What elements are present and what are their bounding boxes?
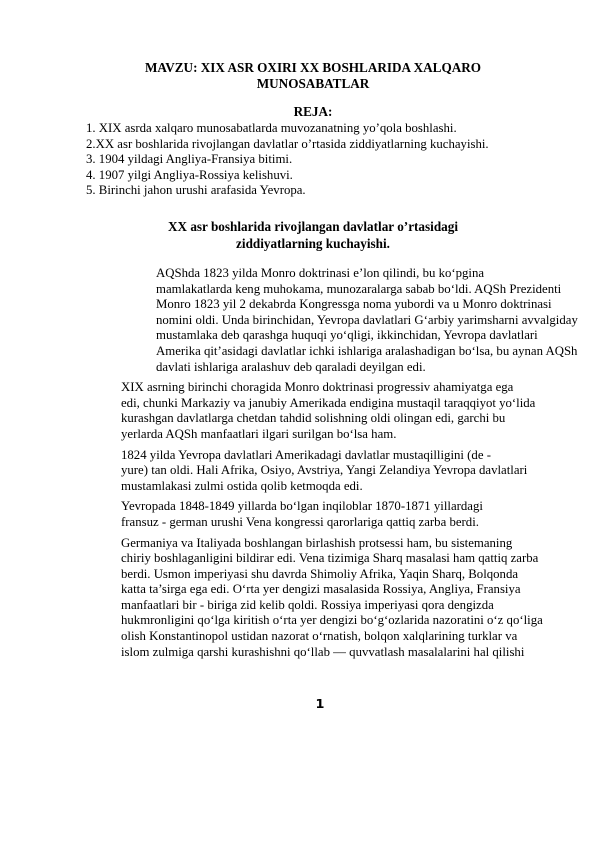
text-line: yerlarda AQSh manfaatlari ilgari surilgan bo‘lsa ham. xyxy=(121,426,397,441)
section-heading-line-1: XX asr boshlarida rivojlangan davlatlar o’rtasidagi xyxy=(167,219,459,234)
document-title xyxy=(86,60,540,92)
text-line: yure) tan oldi. Hali Afrika, Osiyo, Avstriya, Yangi Zelandiya Yevropa davlatlari xyxy=(121,463,528,478)
text-line: mustamlakasi zulmi ostida qolib ketmoqda edi. xyxy=(121,478,363,493)
plan-item-2: 2.XX asr boshlarida rivojlangan davlatlar o’rtasida ziddiyatlarning kuchayishi. xyxy=(86,136,489,151)
text-line: edi, chunki Markaziy va janubiy Amerikada endigina mustaqil taraqqiyot yo‘lida xyxy=(121,395,536,410)
text-line: manfaatlari bir - biriga zid kelib qoldi. Rossiya imperiyasi qora dengizda xyxy=(121,597,494,612)
text-line: hukmronligini qo‘lga kiritish o‘rta yer dengizi bo‘g‘ozlarida nazoratini o‘z qo‘liga xyxy=(121,613,543,628)
text-line: XIX asrning birinchi choragida Monro doktrinasi progressiv ahamiyatga ega xyxy=(121,380,514,395)
plan-item-3: 3. 1904 yildagi Angliya-Fransiya bitimi. xyxy=(86,152,293,167)
plan-item-5: 5. Birinchi jahon urushi arafasida Yevropa. xyxy=(86,183,306,198)
title-line-2: MUNOSABATLAR xyxy=(256,76,370,91)
text-line: berdi. Usmon imperiyasi shu davrda Shimoliy Afrika, Yaqin Sharq, Bolqonda xyxy=(121,566,519,581)
text-line: fransuz - german urushi Vena kongressi qarorlariga qattiq zarba berdi. xyxy=(121,514,479,529)
section-heading xyxy=(86,219,540,252)
plan-item-4: 4. 1907 yilgi Angliya-Rossiya kelishuvi. xyxy=(86,167,293,182)
title-line-1: MAVZU: XIX ASR OXIRI XX BOSHLARIDA XALQARO xyxy=(144,60,482,75)
text-line: davlati ishlariga aralashuv deb qaraladi deyilgan edi. xyxy=(156,359,426,374)
section-heading-line-2: ziddiyatlarning kuchayishi. xyxy=(236,235,390,251)
paragraph-2 xyxy=(86,380,552,442)
text-line: nomini oldi. Unda birinchidan, Yevropa davlatlari G‘arbiy yarimsharni avvalgiday xyxy=(156,312,578,327)
page-number: 1 xyxy=(315,697,325,712)
text-line: Germaniya va Italiyada boshlangan birlashish protsessi ham, bu sistemaning xyxy=(121,535,513,550)
text-line: Amerika qit’asidagi davlatlar ichki ishlariga aralashadigan bo‘lsa, bu aynan AQSh xyxy=(156,343,578,358)
plan-heading: REJA: xyxy=(293,104,333,119)
paragraph-5 xyxy=(86,536,552,661)
text-line: AQShda 1823 yilda Monro doktrinasi e’lon qilindi, bu ko‘pgina xyxy=(156,266,485,280)
text-line: kurashgan davlatlarga chetdan tahdid solishning oldi olingan edi, garchi bu xyxy=(121,411,506,426)
text-line: chiriy boshlaganligini bildirar edi. Vena tizimiga Sharq masalasi ham qattiq zarba xyxy=(121,551,539,566)
text-line: katta ta’sirga ega edi. O‘rta yer dengizi masalasida Rossiya, Angliya, Fransiya xyxy=(121,582,521,597)
paragraph-1 xyxy=(86,266,578,375)
text-line: mamlakatlarda keng muhokama, munozaralarga sabab bo‘ldi. AQSh Prezidenti xyxy=(156,281,562,296)
text-line: 1824 yilda Yevropa davlatlari Amerikadagi davlatlar mustaqilligini (de - xyxy=(121,447,491,462)
plan-list xyxy=(86,121,546,199)
paragraph-3 xyxy=(86,448,552,495)
text-line: olish Konstantinopol ustidan nazorat o‘rnatish, bolqon xalqlarining turklar va xyxy=(121,629,518,644)
text-line: islom zulmiga qarshi kurashishni qo‘llab — quvvatlash masalalarini hal qilishi xyxy=(121,644,525,659)
body-text xyxy=(86,266,578,665)
text-line: mustamlaka deb qarashga huquqi yo‘qligi, ikkinchidan, Yevropa davlatlari xyxy=(156,328,538,343)
text-line: Yevropada 1848-1849 yillarda bo‘lgan inqiloblar 1870-1871 yillardagi xyxy=(121,499,483,514)
text-line: Monro 1823 yil 2 dekabrda Kongressga noma yubordi va u Monro doktrinasi xyxy=(156,297,552,312)
plan-item-1: 1. XIX asrda xalqaro munosabatlarda muvozanatning yo’qola boshlashi. xyxy=(86,121,457,135)
paragraph-4 xyxy=(86,499,552,530)
